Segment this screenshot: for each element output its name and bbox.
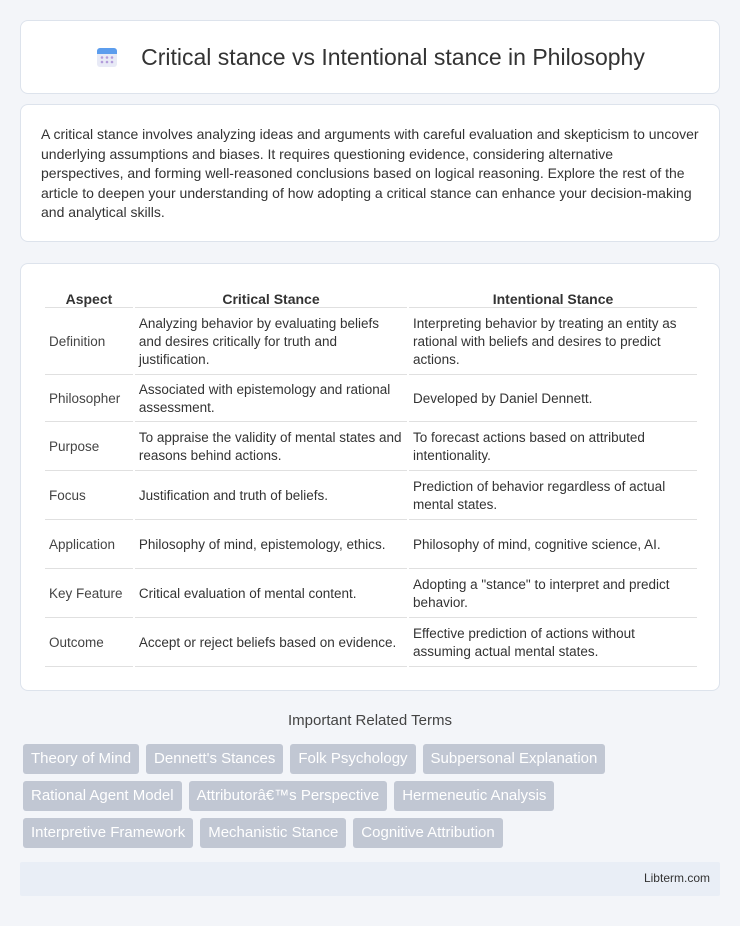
tag-dennetts-stances[interactable]: Dennett's Stances — [146, 744, 283, 774]
header-card — [20, 20, 720, 94]
aspect-cell: Application — [45, 522, 133, 569]
related-terms — [23, 744, 723, 855]
intentional-cell: To forecast actions based on attributed intentionality. — [409, 424, 697, 471]
page-title: Critical stance vs Intentional stance in Philosophy — [141, 43, 645, 70]
footer-link[interactable]: Libterm.com — [643, 871, 710, 885]
related-terms-title: Important Related Terms — [288, 712, 452, 729]
tag-theory-of-mind[interactable]: Theory of Mind — [23, 744, 139, 774]
tag-attributors-perspective[interactable]: Attributorâ€™s Perspective — [189, 781, 388, 811]
critical-cell: Analyzing behavior by evaluating beliefs and desires critically for truth and justification. — [135, 310, 407, 375]
tag-folk-psychology[interactable]: Folk Psychology — [290, 744, 415, 774]
tag-rational-agent-model[interactable]: Rational Agent Model — [23, 781, 182, 811]
footer — [20, 862, 720, 896]
table-row — [45, 377, 697, 422]
tag-hermeneutic-analysis[interactable]: Hermeneutic Analysis — [394, 781, 554, 811]
critical-cell: Critical evaluation of mental content. — [135, 571, 407, 618]
tag-interpretive-framework[interactable]: Interpretive Framework — [23, 818, 193, 848]
intentional-cell: Adopting a "stance" to interpret and predict behavior. — [409, 571, 697, 618]
table-row — [45, 473, 697, 520]
table-header-row — [45, 286, 697, 308]
intentional-cell: Prediction of behavior regardless of actual mental states. — [409, 473, 697, 520]
table-row — [45, 571, 697, 618]
table-row — [45, 310, 697, 375]
tag-row — [23, 781, 723, 811]
tag-row — [23, 744, 723, 774]
critical-cell: Associated with epistemology and rational assessment. — [135, 377, 407, 422]
tag-subpersonal-explanation[interactable]: Subpersonal Explanation — [423, 744, 606, 774]
aspect-cell: Key Feature — [45, 571, 133, 618]
intentional-cell: Interpreting behavior by treating an entity as rational with beliefs and desires to predict actions. — [409, 310, 697, 375]
aspect-cell: Purpose — [45, 424, 133, 471]
aspect-cell: Definition — [45, 310, 133, 375]
critical-cell: To appraise the validity of mental states and reasons behind actions. — [135, 424, 407, 471]
header-aspect: Aspect — [45, 286, 133, 308]
aspect-cell: Outcome — [45, 620, 133, 667]
intentional-cell: Effective prediction of actions without assuming actual mental states. — [409, 620, 697, 667]
aspect-cell: Focus — [45, 473, 133, 520]
comparison-table — [43, 284, 699, 669]
tag-cognitive-attribution[interactable]: Cognitive Attribution — [353, 818, 502, 848]
header-critical: Critical Stance — [135, 286, 407, 308]
table-row — [45, 424, 697, 471]
tag-mechanistic-stance[interactable]: Mechanistic Stance — [200, 818, 346, 848]
intentional-cell: Philosophy of mind, cognitive science, AI. — [409, 522, 697, 569]
header-intentional: Intentional Stance — [409, 286, 697, 308]
critical-cell: Justification and truth of beliefs. — [135, 473, 407, 520]
table-row — [45, 522, 697, 569]
table-row — [45, 620, 697, 667]
aspect-cell: Philosopher — [45, 377, 133, 422]
calendar-icon — [95, 45, 119, 69]
intro-card — [20, 104, 720, 242]
critical-cell: Accept or reject beliefs based on evidence. — [135, 620, 407, 667]
intro-text: A critical stance involves analyzing ideas and arguments with careful evaluation and skepticism to uncover underlying assumptions and biases. It requires questioning evidence, considering alternative perspectives, and forming well-reasoned conclusions based on logical reasoning. Explore the rest of the article to deepen your understanding of how adopting a critical stance can enhance your decision-making and analytical skills. — [41, 126, 699, 221]
critical-cell: Philosophy of mind, epistemology, ethics. — [135, 522, 407, 569]
tag-row — [23, 818, 723, 848]
intentional-cell: Developed by Daniel Dennett. — [409, 377, 697, 422]
comparison-card — [20, 263, 720, 691]
